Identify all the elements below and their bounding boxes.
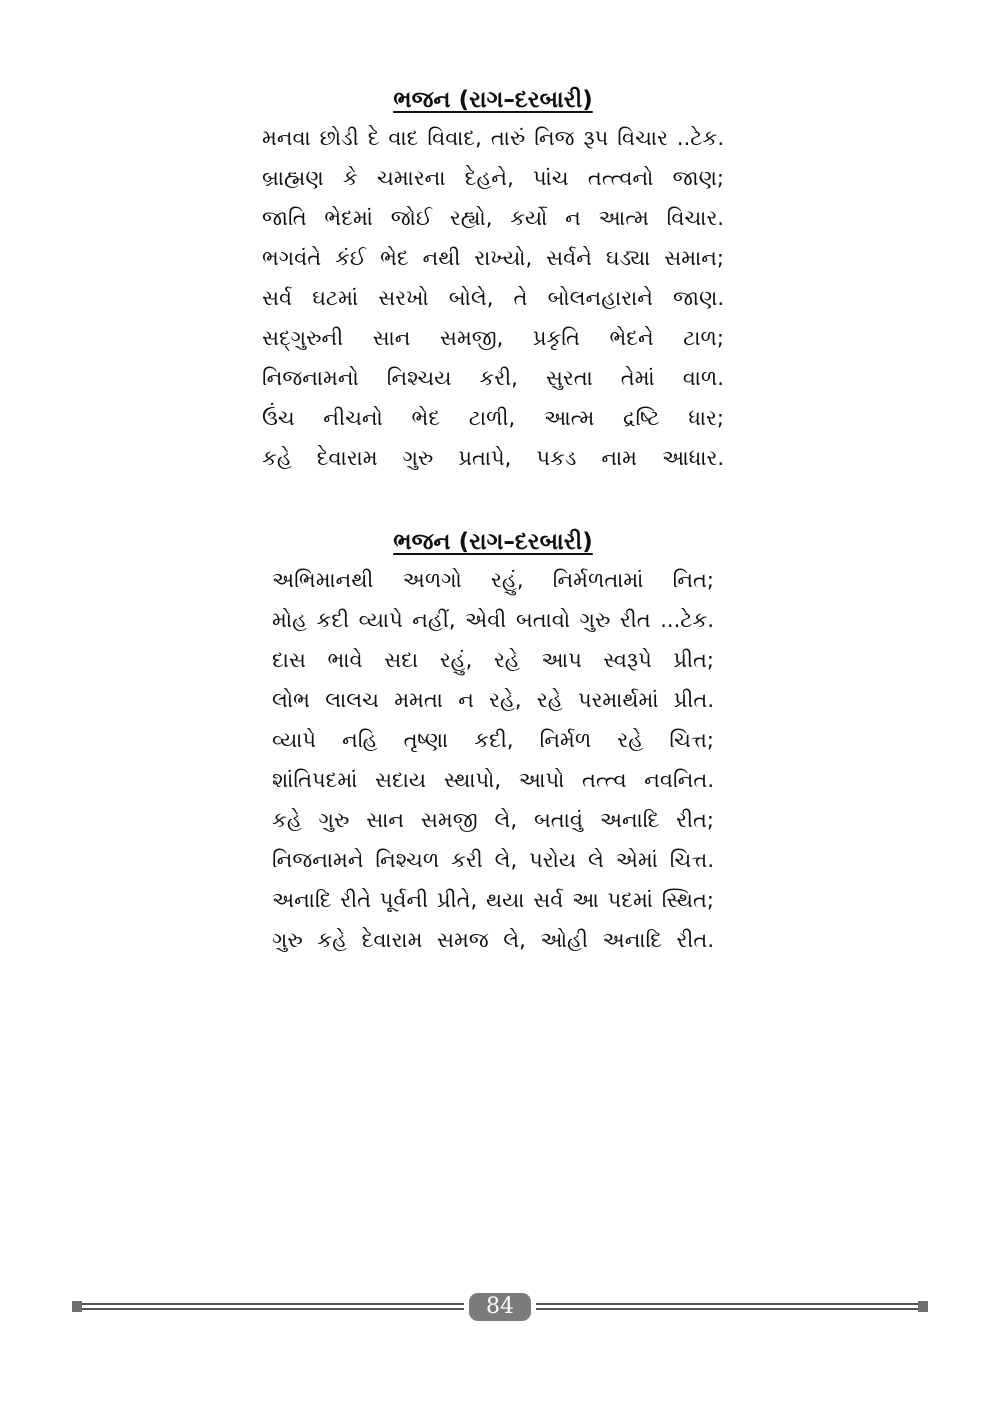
verse-line: શાંતિપદમાં સદાય સ્થાપો, આપો તત્ત્વ નવનિત. [272,768,714,792]
footer-rule-right [536,1303,918,1310]
verse-line: સદ્‌ગુરુની સાન સમજી, પ્રકૃતિ ભેદને ટાળ; [262,326,724,350]
verse-line: ગુરુ કહે દેવારામ સમજ લે, ઓહી અનાદિ રીત. [272,928,714,952]
verse-line: કહે ગુરુ સાન સમજી લે, બતાવું અનાદિ રીત; [272,808,714,832]
verse-line: નિજનામનો નિશ્ચય કરી, સુરતા તેમાં વાળ. [262,366,724,390]
verse-line: ભગવંતે કંઈ ભેદ નથી રાખ્યો, સર્વને ઘડ્યા સમાન; [262,246,724,270]
verse-list [262,560,724,960]
verse-line: અભિમાનથી અળગો રહું, નિર્મળતામાં નિત; [272,568,714,592]
footer-rule-end-marker [918,1301,928,1312]
verse-line: સર્વ ઘટમાં સરખો બોલે, તે બોલનહારાને જાણ. [262,286,724,310]
verse-line: વ્યાપે નહિ તૃષ્ણા કદી, નિર્મળ રહે ચિત્ત; [272,728,714,752]
bhajan-section-1 [262,82,724,478]
verse-line: લોભ લાલચ મમતા ન રહે, રહે પરમાર્થમાં પ્રીત. [272,688,714,712]
verse-line: અનાદિ રીતે પૂર્વની પ્રીતે, થયા સર્વ આ પદમાં સ્થિત; [272,888,714,912]
verse-list [262,118,724,478]
verse-line: જાતિ ભેદમાં જોઈ રહ્યો, કર્યો ન આત્મ વિચાર. [262,206,724,230]
bhajan-section-2 [262,524,724,960]
verse-line: બ્રાહ્મણ કે ચમારના દેહને, પાંચ તત્ત્વનો જાણ; [262,166,724,190]
page-number: 84 [469,1293,531,1321]
verse-line: મોહ કદી વ્યાપે નહીં, એવી બતાવો ગુરુ રીત ...ટેક. [272,608,714,632]
verse-line: કહે દેવારામ ગુરુ પ્રતાપે, પકડ નામ આધાર. [262,446,724,470]
bhajan-title: ભજન (રાગ–દરબારી) [393,87,593,113]
footer-rule-end-marker [72,1301,82,1312]
verse-line: નિજનામને નિશ્ચળ કરી લે, પરોય લે એમાં ચિત્ત. [272,848,714,872]
verse-line: દાસ ભાવે સદા રહું, રહે આપ સ્વરૂપે પ્રીત; [272,648,714,672]
bhajan-title: ભજન (રાગ–દરબારી) [393,529,593,555]
footer-rule-left [82,1303,464,1310]
verse-line: મનવા છોડી દે વાદ વિવાદ, તારું નિજ રૂપ વિચાર ..ટેક. [262,126,724,150]
verse-line: ઉંચ નીચનો ભેદ ટાળી, આત્મ દ્રષ્ટિ ધાર; [262,406,724,430]
page-footer [72,1293,928,1323]
